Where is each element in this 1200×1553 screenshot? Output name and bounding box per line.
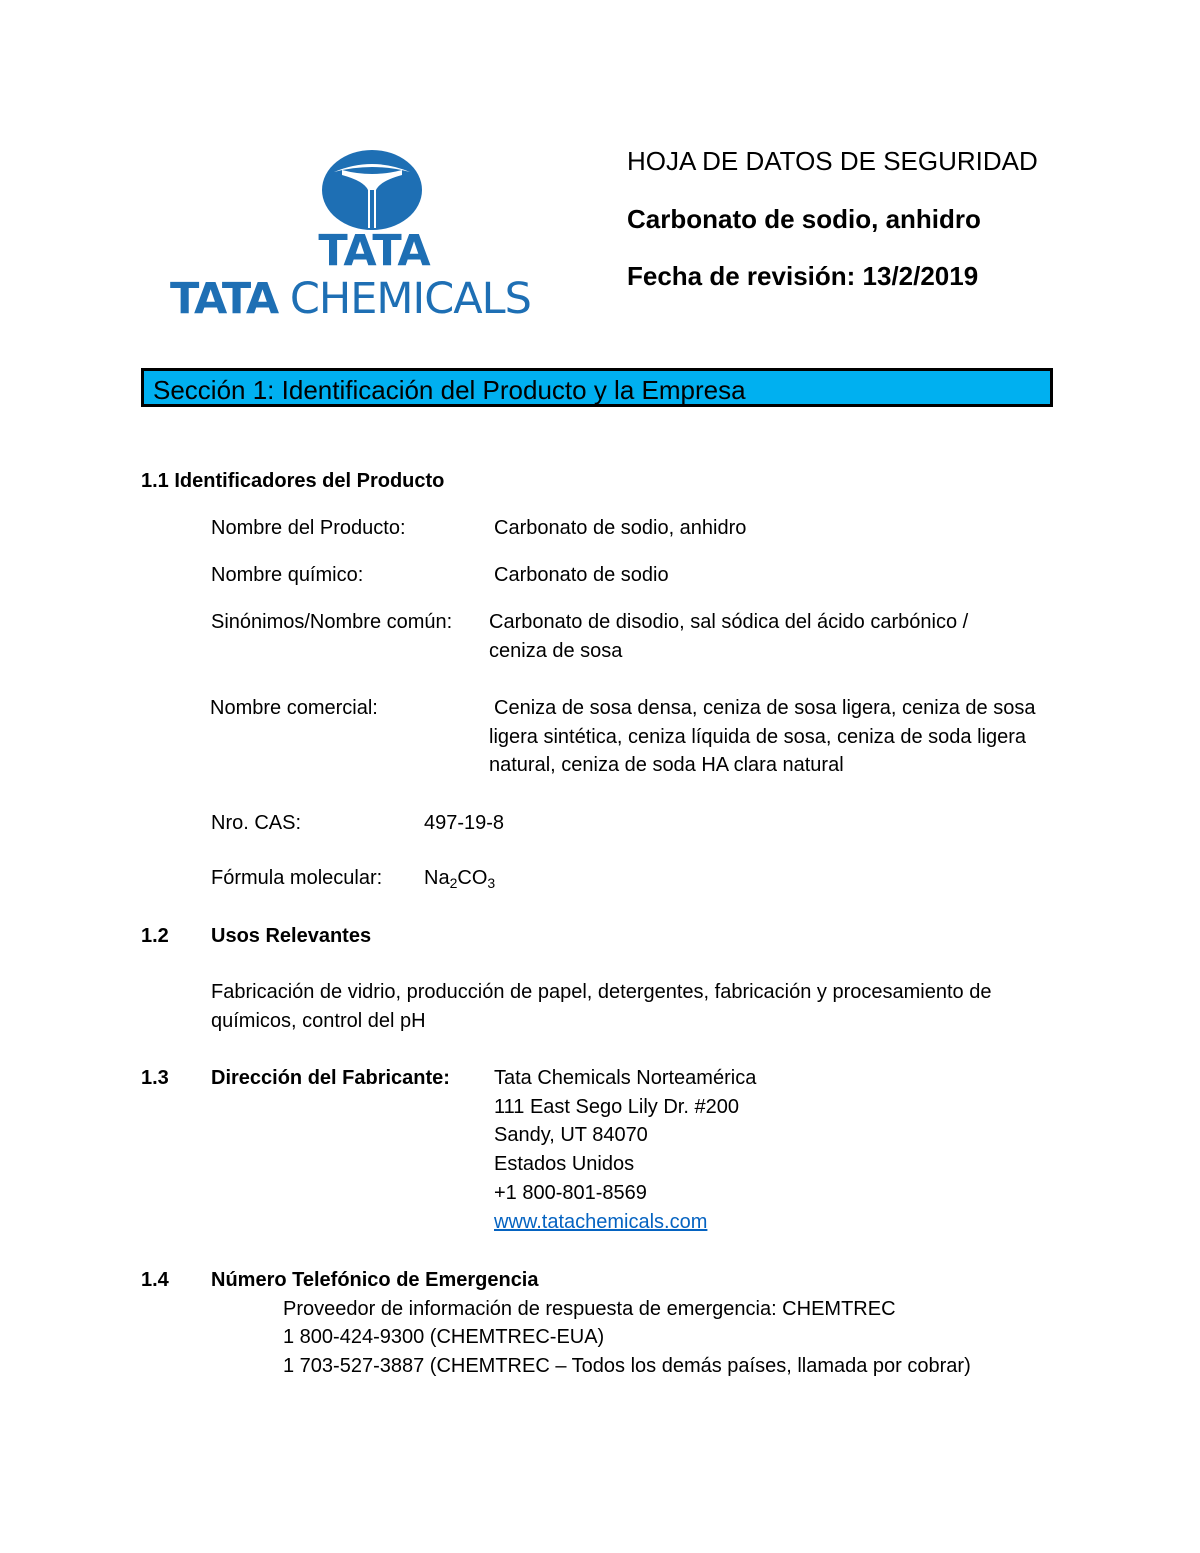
section-1-bar: Sección 1: Identificación del Producto y la Empresa [141,368,1053,407]
emergency-phone-international: 1 703-527-3887 (CHEMTREC – Todos los demás países, llamada por cobrar) [283,1355,971,1377]
formula-na: Na [424,867,450,889]
logo-company-suffix: CHEMICALS [289,274,531,324]
manufacturer-country: Estados Unidos [494,1153,635,1175]
logo-brand-text: TATA [318,226,430,276]
tata-emblem-icon [320,148,424,232]
manufacturer-number: 1.3 [141,1067,169,1089]
logo-company-text [170,274,570,324]
document-title: HOJA DE DATOS DE SEGURIDAD [627,146,1038,176]
uses-number: 1.2 [141,925,169,947]
formula-co: CO [457,867,488,889]
product-name-value: Carbonato de sodio, anhidro [494,517,747,539]
uses-line-2: químicos, control del pH [211,1010,426,1032]
trade-name-line-1: Ceniza de sosa densa, ceniza de sosa ligera, ceniza de sosa [494,697,1036,719]
trade-name-line-2: ligera sintética, ceniza líquida de sosa, ceniza de soda ligera [489,726,1026,748]
emergency-heading: Número Telefónico de Emergencia [211,1269,539,1291]
manufacturer-phone: +1 800-801-8569 [494,1182,647,1204]
manufacturer-street: 111 East Sego Lily Dr. #200 [494,1096,739,1118]
cas-value: 497-19-8 [424,812,505,834]
formula-label: Fórmula molecular: [211,867,383,889]
formula-co-subscript: 3 [487,875,496,891]
emergency-phone-usa: 1 800-424-9300 (CHEMTREC-EUA) [283,1326,605,1348]
uses-heading: Usos Relevantes [211,925,372,947]
manufacturer-label: Dirección del Fabricante: [211,1067,450,1089]
synonyms-line-1: Carbonato de disodio, sal sódica del ácido carbónico / [489,611,969,633]
manufacturer-city: Sandy, UT 84070 [494,1124,648,1146]
cas-label: Nro. CAS: [211,812,302,834]
identifiers-heading: 1.1 Identificadores del Producto [141,470,445,492]
chemical-name-value: Carbonato de sodio [494,564,669,586]
formula-na-subscript: 2 [449,875,458,891]
trade-name-label: Nombre comercial: [210,697,378,719]
emergency-provider: Proveedor de información de respuesta de emergencia: CHEMTREC [283,1298,896,1320]
revision-date: Fecha de revisión: 13/2/2019 [627,261,979,291]
tata-chemicals-logo [170,148,570,323]
manufacturer-website-link[interactable]: www.tatachemicals.com [494,1211,708,1233]
logo-company-prefix: TATA [170,274,278,324]
emergency-number: 1.4 [141,1269,169,1291]
uses-line-1: Fabricación de vidrio, producción de papel, detergentes, fabricación y procesamiento de [211,981,992,1003]
synonyms-label: Sinónimos/Nombre común: [211,611,453,633]
chemical-name-label: Nombre químico: [211,564,364,586]
product-title: Carbonato de sodio, anhidro [627,204,981,234]
synonyms-line-2: ceniza de sosa [489,640,623,662]
product-name-label: Nombre del Producto: [211,517,406,539]
trade-name-line-3: natural, ceniza de soda HA clara natural [489,754,844,776]
manufacturer-name: Tata Chemicals Norteamérica [494,1067,757,1089]
formula-value [424,867,495,891]
